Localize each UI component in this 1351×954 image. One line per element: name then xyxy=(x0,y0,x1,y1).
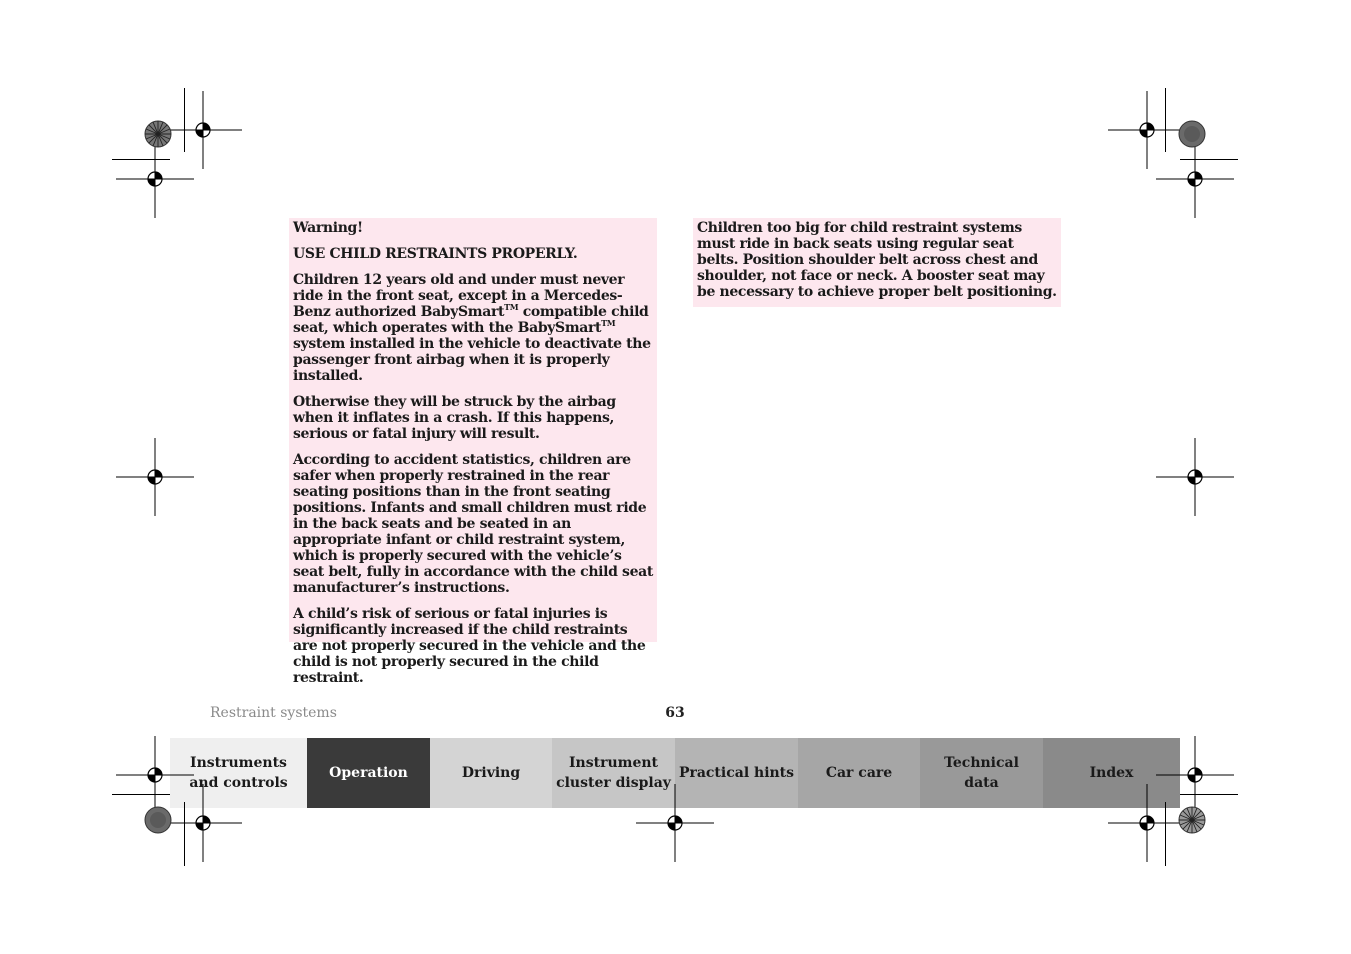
registration-mark-icon xyxy=(1156,438,1234,516)
registration-mark-icon xyxy=(116,140,194,218)
tab-index[interactable]: Index xyxy=(1043,738,1180,808)
warning-paragraph-babysmart: Children 12 years old and under must never ride in the front seat, except in a Mercedes-Benz authorized BabySmart™ compatible child seat, which operates with the BabySmart™ system installed in the vehicle to deactivate the passenger front airbag when it is properly installed. xyxy=(293,272,651,384)
print-star-target-icon xyxy=(1178,806,1206,834)
registration-mark-icon xyxy=(1108,784,1186,862)
warning-paragraph-risk: A child’s risk of serious or fatal injuries is significantly increased if the child restraints are not properly secured in the vehicle and the child is not properly secured in the child restraint. xyxy=(293,606,646,686)
warning-heading: Warning! xyxy=(293,220,363,236)
tab-car-care[interactable]: Car care xyxy=(798,738,920,808)
print-density-target-icon xyxy=(144,806,172,834)
tab-operation[interactable]: Operation xyxy=(307,738,430,808)
print-density-target-icon xyxy=(1178,120,1206,148)
tab-driving[interactable]: Driving xyxy=(430,738,552,808)
print-star-target-icon xyxy=(144,120,172,148)
registration-mark-icon xyxy=(116,438,194,516)
warning-box-right xyxy=(693,218,1061,307)
warning-paragraph-seat-belts: Children too big for child restraint systems must ride in back seats using regular seat belts. Position shoulder belt across chest and shoulder, not face or neck. A booster seat may be necessary to achieve proper belt positioning. xyxy=(697,220,1057,300)
warning-paragraph-airbag: Otherwise they will be struck by the airbag when it inflates in a crash. If this happens, serious or fatal injury will result. xyxy=(293,394,616,442)
registration-mark-icon xyxy=(636,784,714,862)
warning-subheading: USE CHILD RESTRAINTS PROPERLY. xyxy=(293,246,578,262)
registration-mark-icon xyxy=(1156,140,1234,218)
tab-instruments-and-controls[interactable]: Instruments and controls xyxy=(170,738,307,808)
warning-paragraph-statistics: According to accident statistics, children are safer when properly restrained in the rear seating positions than in the front seating positions. Infants and small children must ride in the back seats and be seated in an appropriate infant or child restraint system, which is properly secured with the vehicle’s seat belt, fully in accordance with the child seat manufacturer’s instructions. xyxy=(293,452,653,596)
trademark-mark: TM xyxy=(601,318,616,328)
tab-instrument-cluster-display[interactable]: Instrument cluster display xyxy=(552,738,675,808)
footer-section-title: Restraint systems xyxy=(210,705,337,721)
trademark-mark: TM xyxy=(504,302,519,312)
registration-mark-icon xyxy=(164,784,242,862)
page-number: 63 xyxy=(665,705,685,721)
tab-technical-data[interactable]: Technical data xyxy=(920,738,1043,808)
warning-box-left xyxy=(289,218,657,686)
tab-practical-hints[interactable]: Practical hints xyxy=(675,738,798,808)
